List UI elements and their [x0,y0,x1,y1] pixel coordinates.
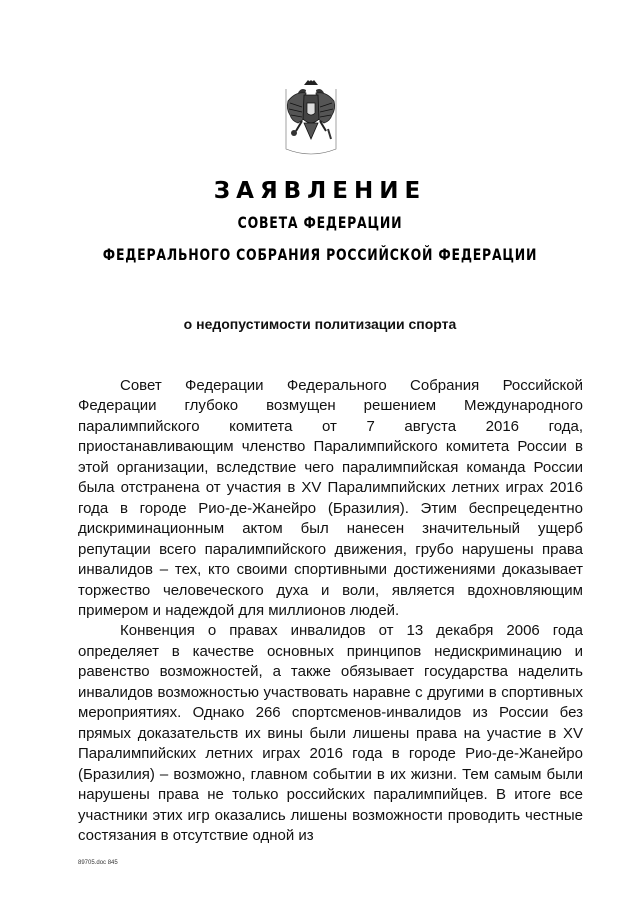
issuer-line-2: ФЕДЕРАЛЬНОГО СОБРАНИЯ РОССИЙСКОЙ ФЕДЕРАЦИИ [102,245,538,264]
russian-coat-of-arms-icon [282,79,340,157]
document-body [78,376,583,846]
issuer-line-1: СОВЕТА ФЕДЕРАЦИИ [237,213,403,232]
footer-code: 89705.doc 845 [78,860,118,866]
paragraph: Совет Федерации Федерального Собрания Российской Федерации глубоко возмущен решением Международного паралимпийского комитета от 7 августа 2016 года, приостанавливающим членство Паралимпийского комитета России в этой организации, вследствие чего паралимпийская команда России была отстранена от участия в XV Паралимпийских летних играх 2016 года в городе Рио-де-Жанейро (Бразилия). Этим беспрецедентно дискриминационным актом был нанесен значительный ущерб репутации всего паралимпийского движения, грубо нарушены права инвалидов – тех, кто своими спортивными достижениями доказывает торжество человеческого духа и воли, является вдохновляющим примером и надеждой для миллионов людей. [78,377,583,619]
document-title: ЗАЯВЛЕНИЕ [213,178,427,204]
paragraph: Конвенция о правах инвалидов от 13 декабря 2006 года определяет в качестве основных принципов недискриминацию и равенство возможностей, а также обязывает государства наделить инвалидов возможностью участвовать наравне с другими в спортивных мероприятиях. Однако 266 спортсменов-инвалидов из России без прямых доказательств их вины были лишены права на участие в XV Паралимпийских летних играх 2016 года в городе Рио-де-Жанейро (Бразилия) – возможно, главном событии в их жизни. Тем самым были нарушены права не только российских паралимпийцев. В итоге все участники этих игр оказались лишены возможности проводить честные состязания в отсутствие одной из [78,622,583,844]
document-subject: о недопустимости политизации спорта [183,316,457,332]
